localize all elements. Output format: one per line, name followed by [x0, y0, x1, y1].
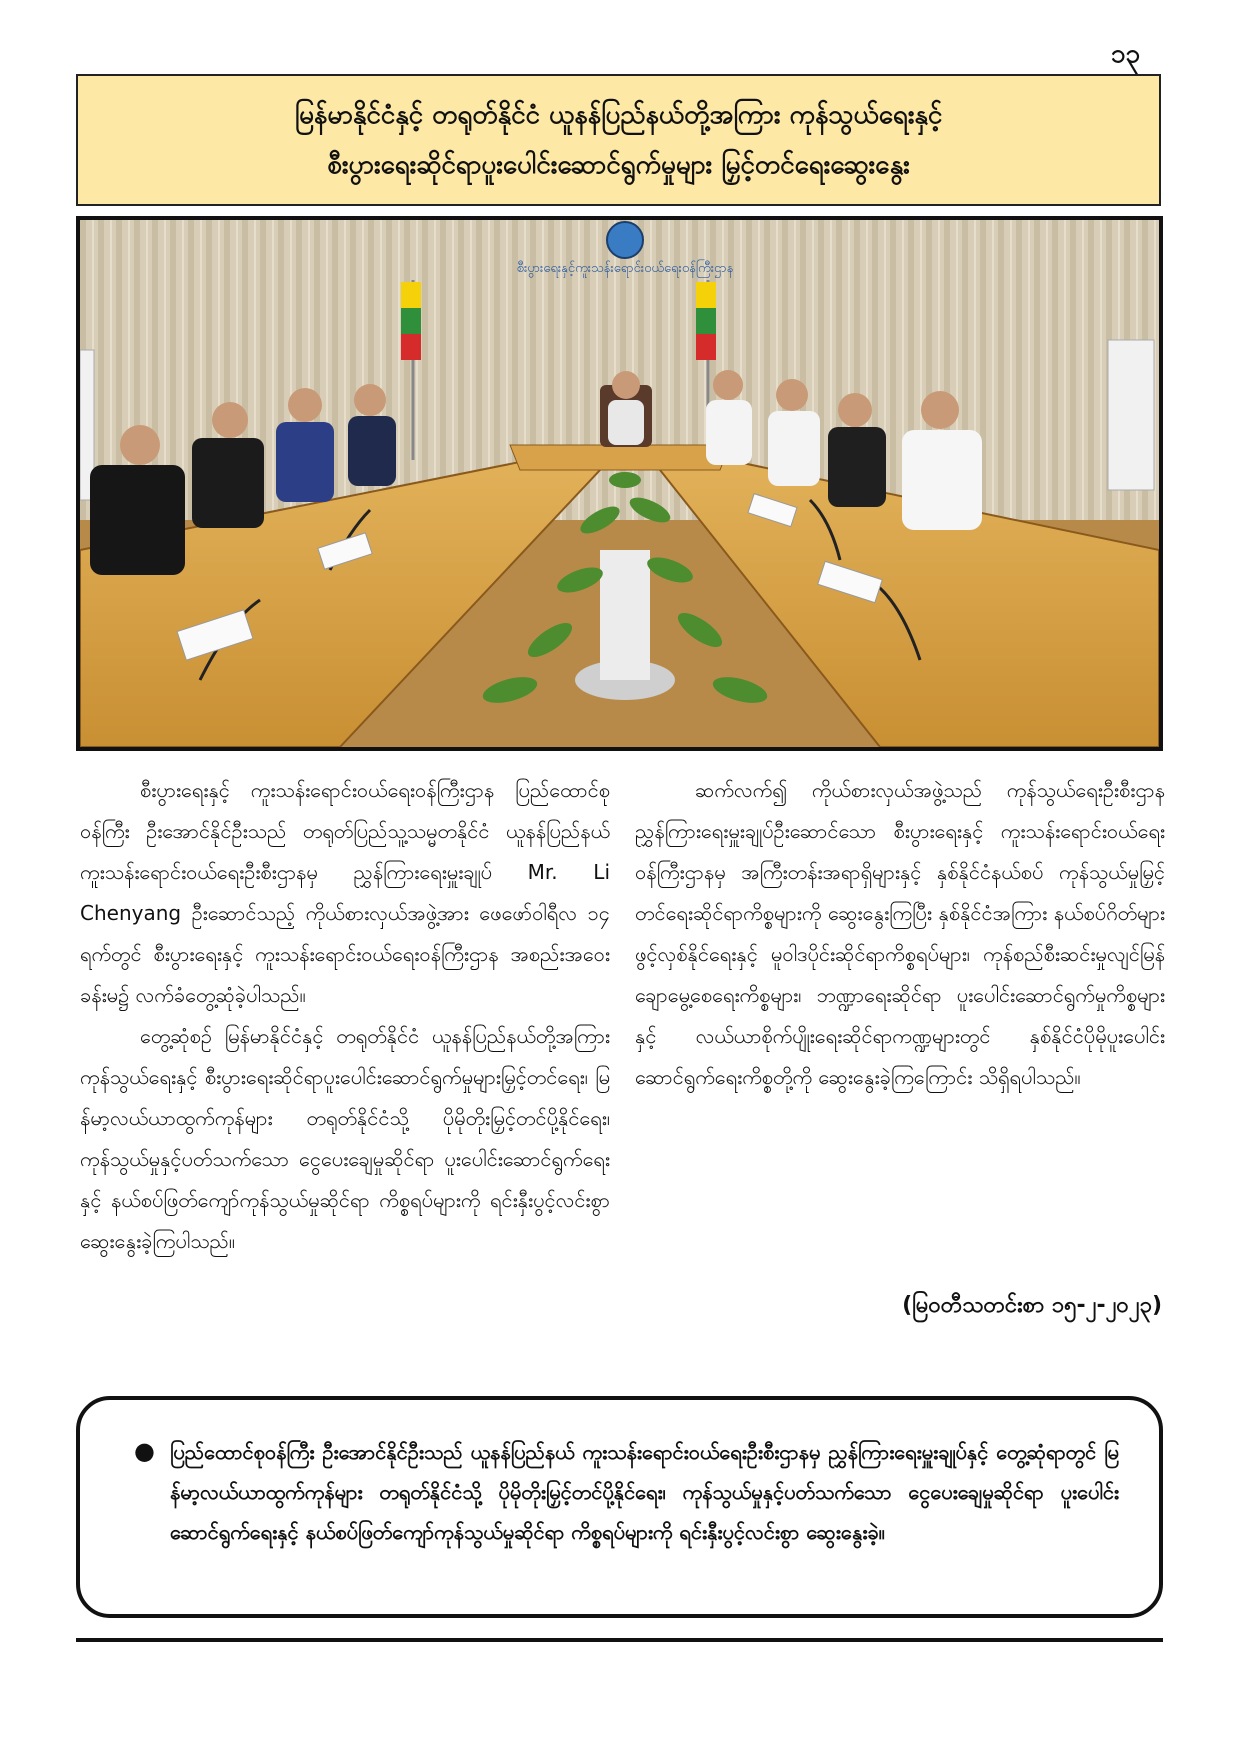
article-paragraph: ဆက်လက်၍ ကိုယ်စားလှယ်အဖွဲ့သည် ကုန်သွယ်ရေးဦးစီးဌာန ညွှန်ကြားရေးမှူးချုပ်ဦးဆောင်သော စီးပွားရေးနှင့် ကူးသန်းရောင်းဝယ်ရေးဝန်ကြီးဌာနမှ အကြီးတန်းအရာရှိများနှင့် နှစ်နိုင်ငံနယ်စပ် ကုန်သွယ်မှုမြှင့်တင်ရေးဆိုင်ရာကိစ္စများကို ဆွေးနွေးကြပြီး နှစ်နိုင်ငံအကြား နယ်စပ်ဂိတ်များဖွင့်လှစ်နိုင်ရေးနှင့် မူဝါဒပိုင်းဆိုင်ရာကိစ္စရပ်များ၊ ကုန်စည်စီးဆင်းမှုလျင်မြန်ချောမွေ့စေရေးကိစ္စများ၊ ဘဏ္ဍာရေးဆိုင်ရာ ပူးပေါင်းဆောင်ရွက်မှုကိစ္စများနှင့် လယ်ယာစိုက်ပျိုးရေးဆိုင်ရာကဏ္ဍများတွင် နှစ်နိုင်ငံပိုမိုပူးပေါင်းဆောင်ရွက်ရေးကိစ္စတို့ကို ဆွေးနွေးခဲ့ကြကြောင်း သိရှိရပါသည်။ [635, 778, 1165, 1089]
vase [600, 550, 650, 680]
meeting-illustration [80, 220, 1159, 747]
banner-text: စီးပွားရေးနှင့်ကူးသန်းရောင်းဝယ်ရေးဝန်ကြီးဌာန [516, 261, 734, 276]
headline-line-1: မြန်မာနိုင်ငံနှင့် တရုတ်နိုင်ငံ ယူနန်ပြည်နယ်တို့အကြား ကုန်သွယ်ရေးနှင့် [294, 100, 943, 130]
bullet-icon: ● [134, 1437, 155, 1465]
ministry-logo-icon [607, 222, 643, 258]
bottom-divider [76, 1638, 1163, 1642]
summary-text: ပြည်ထောင်စုဝန်ကြီး ဦးအောင်နိုင်ဦးသည် ယူနန်ပြည်နယ် ကူးသန်းရောင်းဝယ်ရေးဦးစီးဌာနမှ ညွှန်ကြားရေးမှူးချုပ်နှင့် တွေ့ဆုံရာတွင် မြန်မာ့လယ်ယာထွက်ကုန်များ တရုတ်နိုင်ငံသို့ ပိုမိုတိုးမြှင့်တင်ပို့နိုင်ရေး၊ ကုန်သွယ်မှုနှင့်ပတ်သက်သော ငွေပေးချေမှုဆိုင်ရာ ပူးပေါင်းဆောင်ရွက်ရေးနှင့် နယ်စပ်ဖြတ်ကျော်ကုန်သွယ်မှုဆိုင်ရာ ကိစ္စရပ်များကို ရင်းနှီးပွင့်လင်းစွာ ဆွေးနွေးခဲ့။ [170, 1440, 1119, 1544]
summary-item [134, 1432, 1119, 1552]
headline-box [76, 74, 1161, 206]
news-source: (မြဝတီသတင်းစာ ၁၅-၂-၂၀၂၃) [902, 1293, 1162, 1318]
article-paragraph: တွေ့ဆုံစဉ် မြန်မာနိုင်ငံနှင့် တရုတ်နိုင်ငံ ယူနန်ပြည်နယ်တို့အကြား ကုန်သွယ်ရေးနှင့် စီးပွားရေးဆိုင်ရာပူးပေါင်းဆောင်ရွက်မှုများမြှင့်တင်ရေး၊ မြန်မာ့လယ်ယာထွက်ကုန်များ တရုတ်နိုင်ငံသို့ ပိုမိုတိုးမြှင့်တင်ပို့နိုင်ရေး၊ ကုန်သွယ်မှုနှင့်ပတ်သက်သော ငွေပေးချေမှုဆိုင်ရာ ပူးပေါင်းဆောင်ရွက်ရေးနှင့် နယ်စပ်ဖြတ်ကျော်ကုန်သွယ်မှုဆိုင်ရာ ကိစ္စရပ်များကို ရင်းနှီးပွင့်လင်းစွာ ဆွေးနွေးခဲ့ကြပါသည်။ [80, 1024, 610, 1253]
summary-box [76, 1396, 1163, 1618]
table-head [510, 445, 730, 470]
headline-line-2: စီးပွားရေးဆိုင်ရာပူးပေါင်းဆောင်ရွက်မှုများ မြှင့်တင်ရေးဆွေးနွေး [327, 150, 910, 180]
article-column-right [635, 770, 1165, 1098]
article-paragraph: စီးပွားရေးနှင့် ကူးသန်းရောင်းဝယ်ရေးဝန်ကြီးဌာန ပြည်ထောင်စုဝန်ကြီး ဦးအောင်နိုင်ဦးသည် တရုတ်ပြည်သူ့သမ္မတနိုင်ငံ ယူနန်ပြည်နယ် ကူးသန်းရောင်းဝယ်ရေးဦးစီးဌာနမှ ညွှန်ကြားရေးမှူးချုပ် Mr. Li Chenyang ဦးဆောင်သည့် ကိုယ်စားလှယ်အဖွဲ့အား ဖေဖော်ဝါရီလ ၁၄ ရက်တွင် စီးပွားရေးနှင့် ကူးသန်းရောင်းဝယ်ရေးဝန်ကြီးဌာန အစည်းအဝေးခန်းမ၌ လက်ခံတွေ့ဆုံခဲ့ပါသည်။ [80, 778, 610, 1007]
air-conditioner-right [1108, 340, 1154, 490]
meeting-photo [76, 216, 1163, 751]
article-column-left [80, 770, 610, 1262]
page-number: ၁၃ [1110, 39, 1140, 69]
